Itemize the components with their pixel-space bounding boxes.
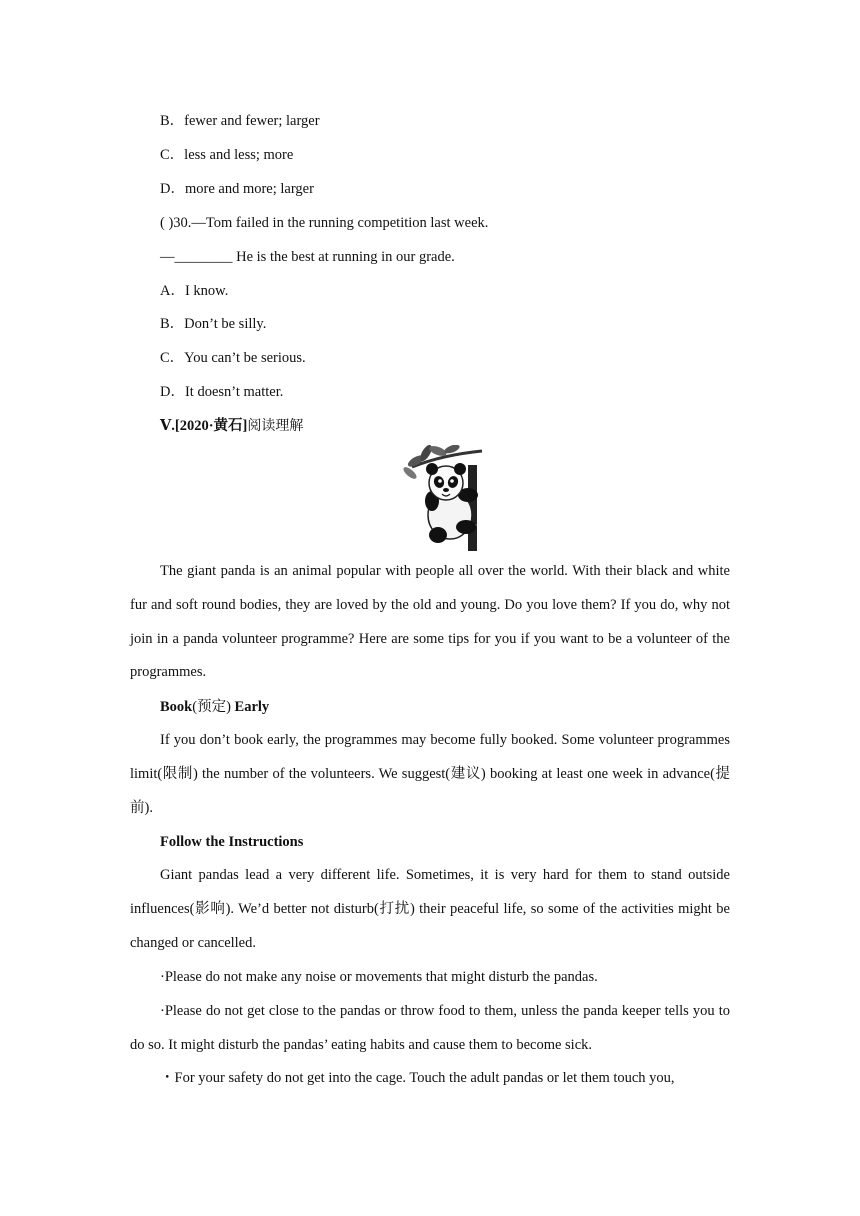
bullet-safety: ・For your safety do not get into the cage. Touch the adult pandas or let them touch you, [160, 1070, 675, 1086]
option-a-q30: A．I know. [160, 283, 229, 299]
option-b-q29: B．fewer and fewer; larger [160, 113, 320, 129]
section-roman: Ⅴ. [160, 418, 175, 434]
heading-book-early-word: Early [230, 699, 270, 715]
paragraph-follow-instructions: Giant pandas lead a very different life. Sometimes, it is very hard for them to stand outside influences(影响). We’d better not disturb(打扰) their peaceful life, so some of the activities might be changed or cancelled. [130, 867, 730, 951]
section-heading [160, 416, 303, 436]
heading-book-gloss: (预定) [192, 699, 231, 715]
section-title: 阅读理解 [247, 418, 304, 434]
question-30-stem: ( )30.—Tom failed in the running competition last week. [160, 215, 489, 231]
panda-on-bamboo-icon [402, 445, 492, 551]
option-d-q30: D．It doesn’t matter. [160, 384, 284, 400]
question-30-reply: —________ He is the best at running in our grade. [160, 249, 455, 265]
bullet-no-close: ·Please do not get close to the pandas or throw food to them, unless the panda keeper tells you to do so. It might disturb the pandas’ eating habits and cause them to become sick. [130, 1003, 730, 1053]
passage-intro: The giant panda is an animal popular with people all over the world. With their black and white fur and soft round bodies, they are loved by the old and young. Do you love them? If you do, why not join in a panda volunteer programme? Here are some tips for you if you want to be a volunteer of the programmes. [130, 563, 730, 681]
heading-follow-instructions: Follow the Instructions [160, 834, 304, 850]
option-b-q30: B．Don’t be silly. [160, 316, 267, 332]
heading-book-word: Book [160, 699, 193, 715]
paragraph-book-early: If you don’t book early, the programmes may become fully booked. Some volunteer programmes limit(限制) the number of the volunteers. We suggest(建议) booking at least one week in advance(提前). [130, 732, 730, 816]
heading-book-early [160, 697, 269, 717]
option-d-q29: D．more and more; larger [160, 181, 314, 197]
bullet-no-noise: ·Please do not make any noise or movements that might disturb the pandas. [160, 969, 598, 985]
section-source: [2020·黄石] [174, 418, 248, 434]
option-c-q30: C．You can’t be serious. [160, 350, 306, 366]
option-c-q29: C．less and less; more [160, 147, 294, 163]
